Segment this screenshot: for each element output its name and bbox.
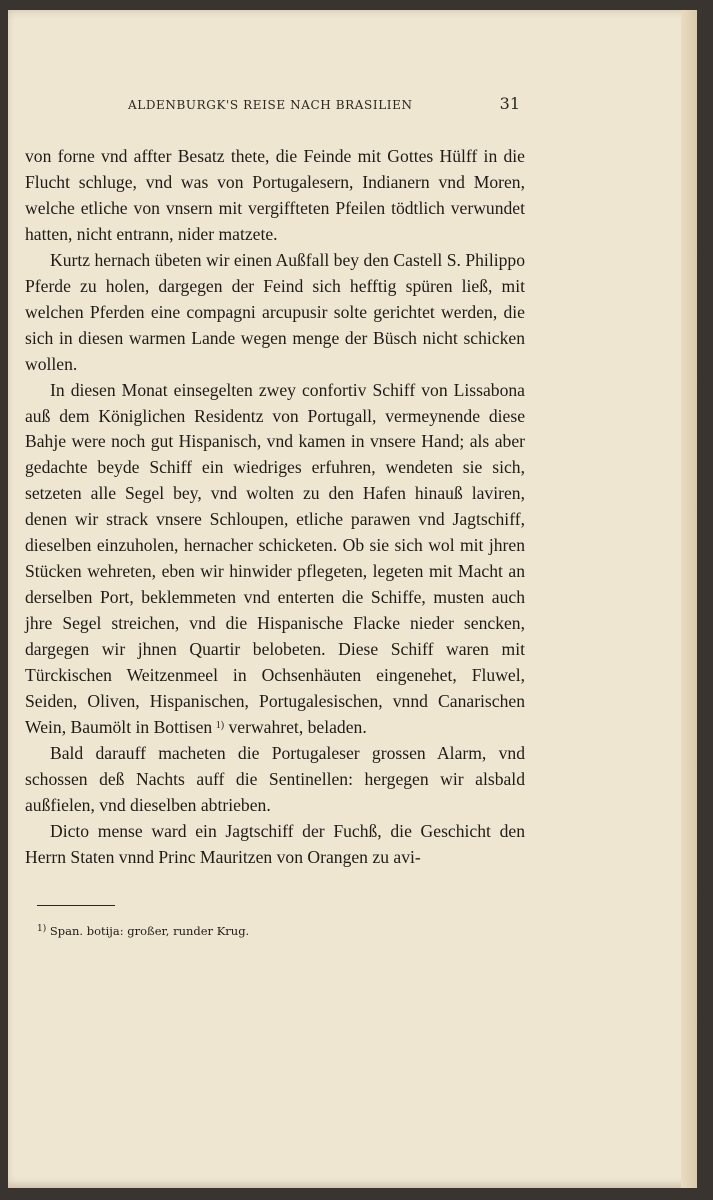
paragraph-3-text-end: verwahret, beladen. xyxy=(224,716,367,737)
paragraph-4: Bald darauff macheten die Portugaleser grossen Alarm, vnd schossen deß Nachts auff die Sentinellen: hergegen wir alsbald außfielen, vnd dieselben abtrieben. xyxy=(25,742,525,815)
paragraph-2: Kurtz hernach übeten wir einen Außfall bey den Castell S. Philippo Pferde zu holen, dargegen der Feind sich hefftig spüren ließ, mit welchen Pferden eine compagni arcupusir solte gerichtet werden, die sich in diesen warmen Lande wegen menge der Büsch nicht schicken wollen. xyxy=(25,249,525,374)
footnote xyxy=(37,924,249,938)
footnote-text: Span. botija: großer, runder Krug. xyxy=(49,924,250,938)
footnote-marker: 1) xyxy=(37,924,47,934)
paragraph-3-text: In diesen Monat einsegelten zwey confortiv Schiff von Lissabona auß dem Königlichen Residentz von Portugall, vermeynende diese Bahje were noch gut Hispanisch, vnd kamen in vnsere Hand; als aber gedachte beyde Schiff ein wiedriges erfuhren, wendeten sie sich, setzeten alle Segel bey, vnd wolten zu den Hafen hinauß laviren, denen wir strack vnsere Schloupen, etliche parawen vnd Jagtschiff, dieselben einzuholen, hernacher schicketen. Ob sie sich wol mit jhren Stücken wehreten, eben wir hinwider pflegeten, legeten mit Macht an derselben Port, beklemmeten vnd enterten die Schiffe, musten auch jhre Segel streichen, vnd die Hispanische Flacke nieder sencken, dargegen wir jhnen Quartir belobeten. Diese Schiff waren mit Türckischen Weitzenmeel in Ochsenhäuten eingenehet, Fluwel, Seiden, Oliven, Hispanischen, Portugalesischen, vnnd Canarischen Wein, Baumölt in Bottisen xyxy=(25,379,525,737)
paragraph-3 xyxy=(25,378,525,741)
paragraph-1: von forne vnd affter Besatz thete, die Feinde mit Gottes Hülff in die Flucht schluge, vnd was von Portugalesern, Indianern vnd Moren, welche etliche von vnsern mit vergiffteten Pfeilen tödtlich verwundet hatten, nicht entrann, nider matzete. xyxy=(25,146,525,244)
paragraph-5: Dicto mense ward ein Jagtschiff der Fuchß, die Geschicht den Herrn Staten vnnd Princ Mauritzen von Orangen zu avi- xyxy=(25,820,525,867)
footnote-rule xyxy=(37,905,115,906)
running-head-title: ALDENBURGK'S REISE NACH BRASILIEN xyxy=(128,98,413,112)
page-number: 31 xyxy=(499,94,520,113)
body-text xyxy=(25,144,525,871)
page-edge xyxy=(681,10,697,1188)
footnote-reference: 1) xyxy=(215,719,225,731)
